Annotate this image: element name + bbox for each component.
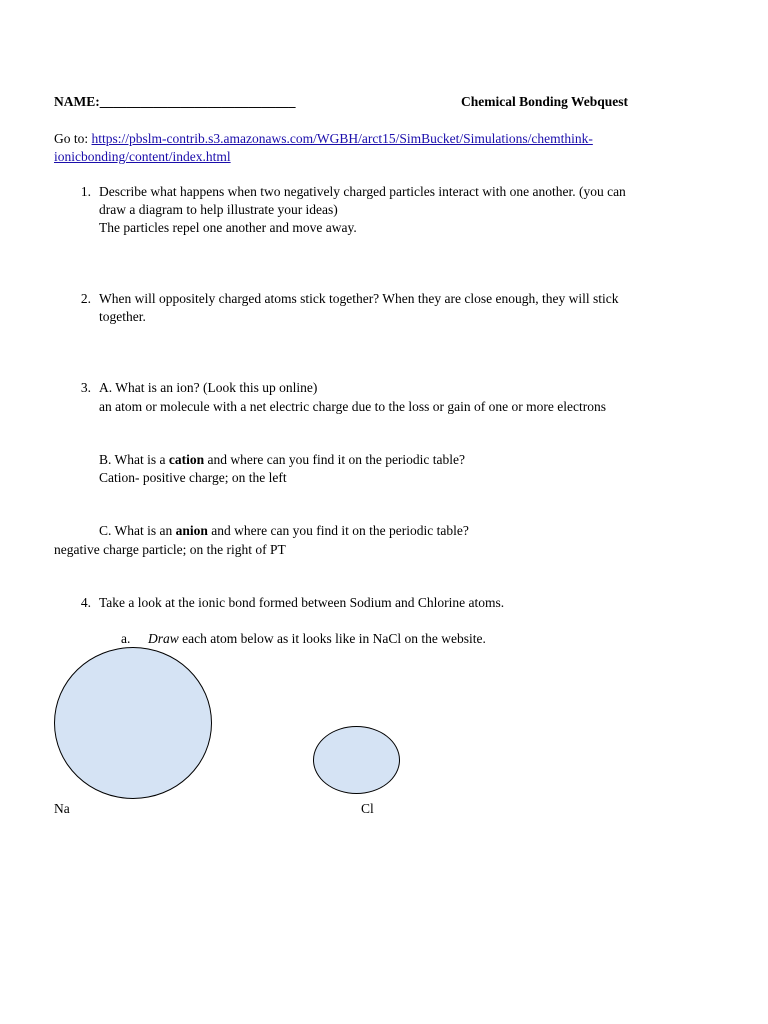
name-field xyxy=(54,94,296,110)
goto-prefix: Go to: xyxy=(54,131,92,146)
simulation-link-part2[interactable]: ionicbonding/content/index.html xyxy=(54,149,231,164)
sodium-atom-circle[interactable] xyxy=(54,647,212,799)
sodium-label: Na xyxy=(54,801,70,816)
q3c-suffix: and where can you find it on the periodic table? xyxy=(207,523,469,538)
q2-text-line1: When will oppositely charged atoms stick together? When they are close enough, they will stick xyxy=(99,291,619,306)
q3b-term: cation xyxy=(168,452,205,467)
goto-line xyxy=(54,131,593,147)
q1-text-line1: Describe what happens when two negatively charged particles interact with one another. (you can xyxy=(99,184,626,199)
name-label: NAME: xyxy=(54,94,100,109)
q1-number: 1. xyxy=(80,184,91,199)
q1-text-line2: draw a diagram to help illustrate your ideas) xyxy=(99,202,338,217)
q3-number: 3. xyxy=(80,380,91,395)
document-title: Chemical Bonding Webquest xyxy=(461,94,629,109)
q3b-suffix: and where can you find it on the periodic table? xyxy=(204,452,466,467)
q3b-question xyxy=(99,452,465,468)
q4-number: 4. xyxy=(80,595,91,610)
q2-number: 2. xyxy=(80,291,91,306)
q3a-question: A. What is an ion? (Look this up online) xyxy=(99,380,318,395)
q3c-question xyxy=(99,523,469,539)
simulation-link-part1[interactable]: https://pbslm-contrib.s3.amazonaws.com/WGBH/arct15/SimBucket/Simulations/chemthink- xyxy=(91,131,593,146)
q4a-rest: each atom below as it looks like in NaCl on the website. xyxy=(178,631,486,646)
q4a-instruction xyxy=(148,631,486,647)
q3c-answer: negative charge particle; on the right of PT xyxy=(54,542,286,557)
name-blank[interactable]: _____________________________ xyxy=(99,94,296,109)
q3c-prefix: C. What is an xyxy=(99,523,176,538)
q3b-answer: Cation- positive charge; on the left xyxy=(99,470,287,485)
chlorine-atom-circle[interactable] xyxy=(313,726,400,794)
q4-text: Take a look at the ionic bond formed between Sodium and Chlorine atoms. xyxy=(99,595,505,610)
q3a-answer: an atom or molecule with a net electric charge due to the loss or gain of one or more electrons xyxy=(99,399,606,414)
q2-text-line2: together. xyxy=(99,309,146,324)
goto-line-2 xyxy=(54,149,231,165)
q4a-draw-word: Draw xyxy=(148,631,179,646)
q4a-letter: a. xyxy=(121,631,131,646)
chlorine-label: Cl xyxy=(361,801,374,816)
q1-answer: The particles repel one another and move away. xyxy=(99,220,357,235)
q3b-prefix: B. What is a xyxy=(99,452,169,467)
q3c-term: anion xyxy=(175,523,208,538)
